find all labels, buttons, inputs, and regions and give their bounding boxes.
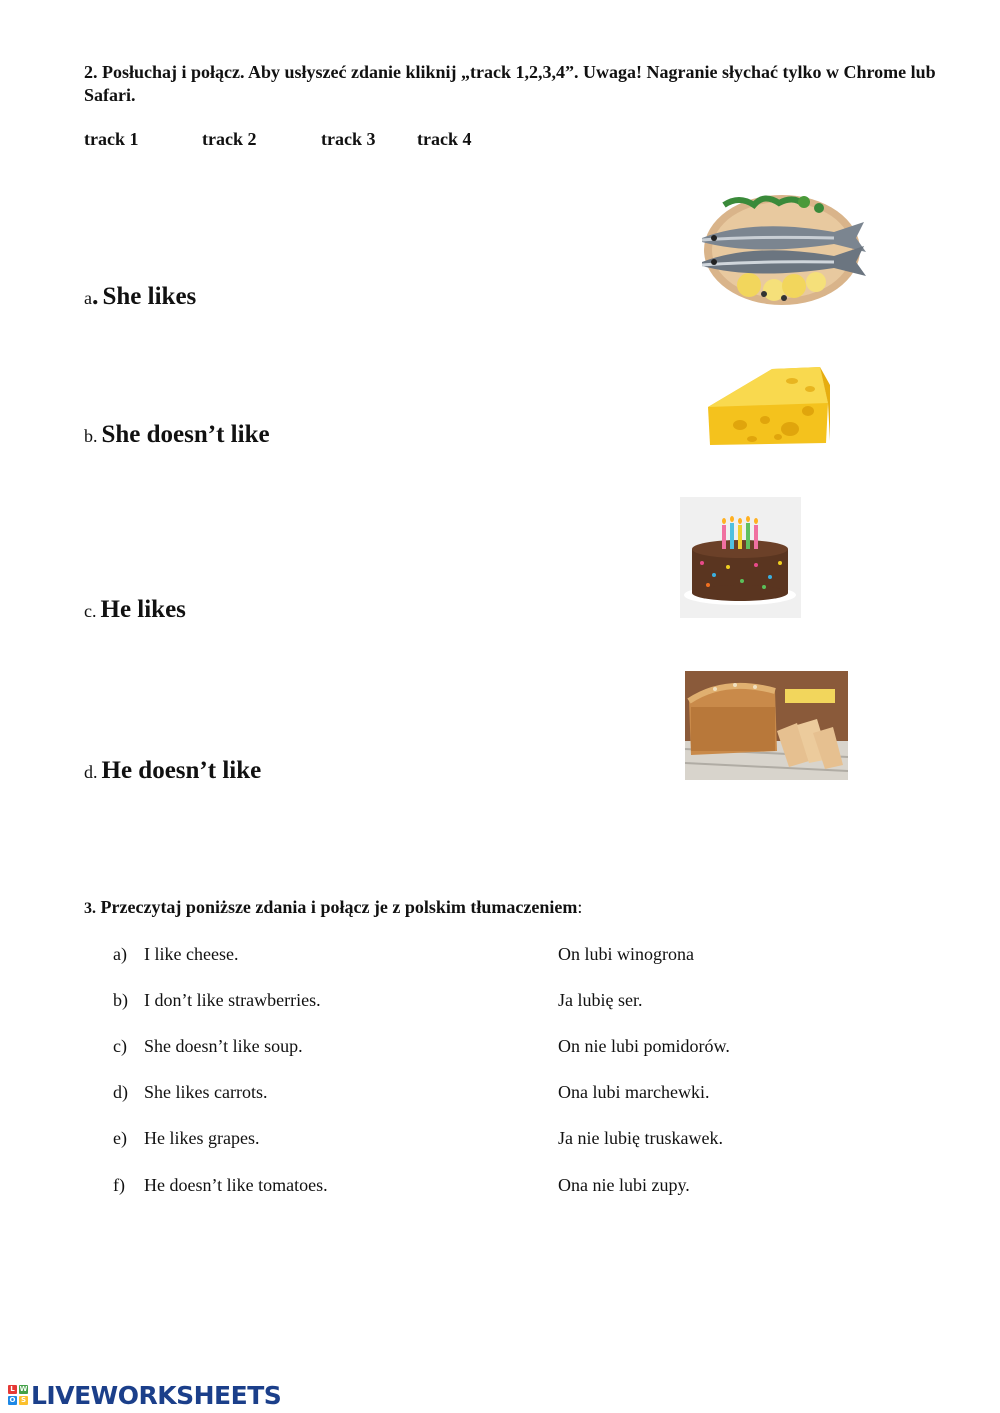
english-sentence-b xyxy=(113,990,321,1011)
polish-sentence-4: Ona lubi marchewki. xyxy=(558,1082,710,1102)
section3-instruction-text: Przeczytaj poniższe zdania i połącz je z polskim tłumaczeniem xyxy=(100,897,578,917)
polish-sentence-3: On nie lubi pomidorów. xyxy=(558,1036,730,1056)
track-1-link[interactable]: track 1 xyxy=(84,129,139,149)
sentence-a-dot: . xyxy=(92,281,99,310)
english-letter: b) xyxy=(113,990,128,1010)
sentence-d xyxy=(84,757,261,785)
logo-grid-icon xyxy=(8,1385,28,1405)
sentence-c-dot: . xyxy=(92,601,97,621)
bread-image xyxy=(685,671,848,780)
sentence-b-letter: b xyxy=(84,426,93,446)
english-text: He likes grapes. xyxy=(144,1128,260,1148)
sentence-a-letter: a xyxy=(84,288,92,308)
sentence-d-text: He doesn’t like xyxy=(101,757,262,784)
english-text: I like cheese. xyxy=(144,944,239,964)
sentence-a-text: She likes xyxy=(102,283,197,310)
sentence-c xyxy=(84,596,186,624)
track-4-link[interactable]: track 4 xyxy=(417,129,472,149)
english-letter: f) xyxy=(113,1175,125,1195)
english-letter: a) xyxy=(113,944,127,964)
logo-cell: W xyxy=(19,1385,28,1393)
sentence-b-dot: . xyxy=(93,426,98,446)
english-letter: d) xyxy=(113,1082,128,1102)
sentence-c-letter: c xyxy=(84,601,92,621)
english-sentence-e xyxy=(113,1128,259,1149)
cake-image xyxy=(680,497,801,618)
cheese-image xyxy=(680,365,858,445)
english-sentence-c xyxy=(113,1036,303,1057)
english-sentence-a xyxy=(113,944,238,965)
english-text: She likes carrots. xyxy=(144,1082,268,1102)
logo-cell: L xyxy=(8,1385,17,1394)
sentence-d-letter: d xyxy=(84,762,93,782)
sentence-d-dot: . xyxy=(93,762,98,782)
logo-cell: S xyxy=(20,1396,27,1404)
section2-instruction: 2. Posłuchaj i połącz. Aby usłyszeć zdanie kliknij „track 1,2,3,4”. Uwaga! Nagranie słychać tylko w Chrome lub Safari. xyxy=(84,62,936,105)
english-text: He doesn’t like tomatoes. xyxy=(144,1175,328,1195)
fish-image xyxy=(694,190,870,306)
sentence-c-text: He likes xyxy=(100,596,186,623)
track-2-link[interactable]: track 2 xyxy=(202,129,257,149)
english-sentence-f xyxy=(113,1175,328,1196)
logo-brand-text: LIVEWORKSHEETS xyxy=(31,1380,282,1410)
sentence-a xyxy=(84,281,196,311)
liveworksheets-logo xyxy=(8,1381,281,1409)
sentence-b xyxy=(84,421,270,449)
logo-cell: O xyxy=(9,1396,16,1404)
polish-sentence-5: Ja nie lubię truskawek. xyxy=(558,1128,723,1148)
polish-sentence-2: Ja lubię ser. xyxy=(558,990,643,1010)
english-text: I don’t like strawberries. xyxy=(144,990,321,1010)
sentence-b-text: She doesn’t like xyxy=(101,421,270,448)
english-letter: c) xyxy=(113,1036,127,1056)
track-3-link[interactable]: track 3 xyxy=(321,129,376,149)
english-sentence-d xyxy=(113,1082,267,1103)
polish-sentence-6: Ona nie lubi zupy. xyxy=(558,1175,690,1195)
english-letter: e) xyxy=(113,1128,127,1148)
section3-number: 3. xyxy=(84,900,96,917)
polish-sentence-1: On lubi winogrona xyxy=(558,944,694,964)
section3-instruction xyxy=(84,897,582,918)
english-text: She doesn’t like soup. xyxy=(144,1036,303,1056)
section3-colon: : xyxy=(577,897,583,917)
